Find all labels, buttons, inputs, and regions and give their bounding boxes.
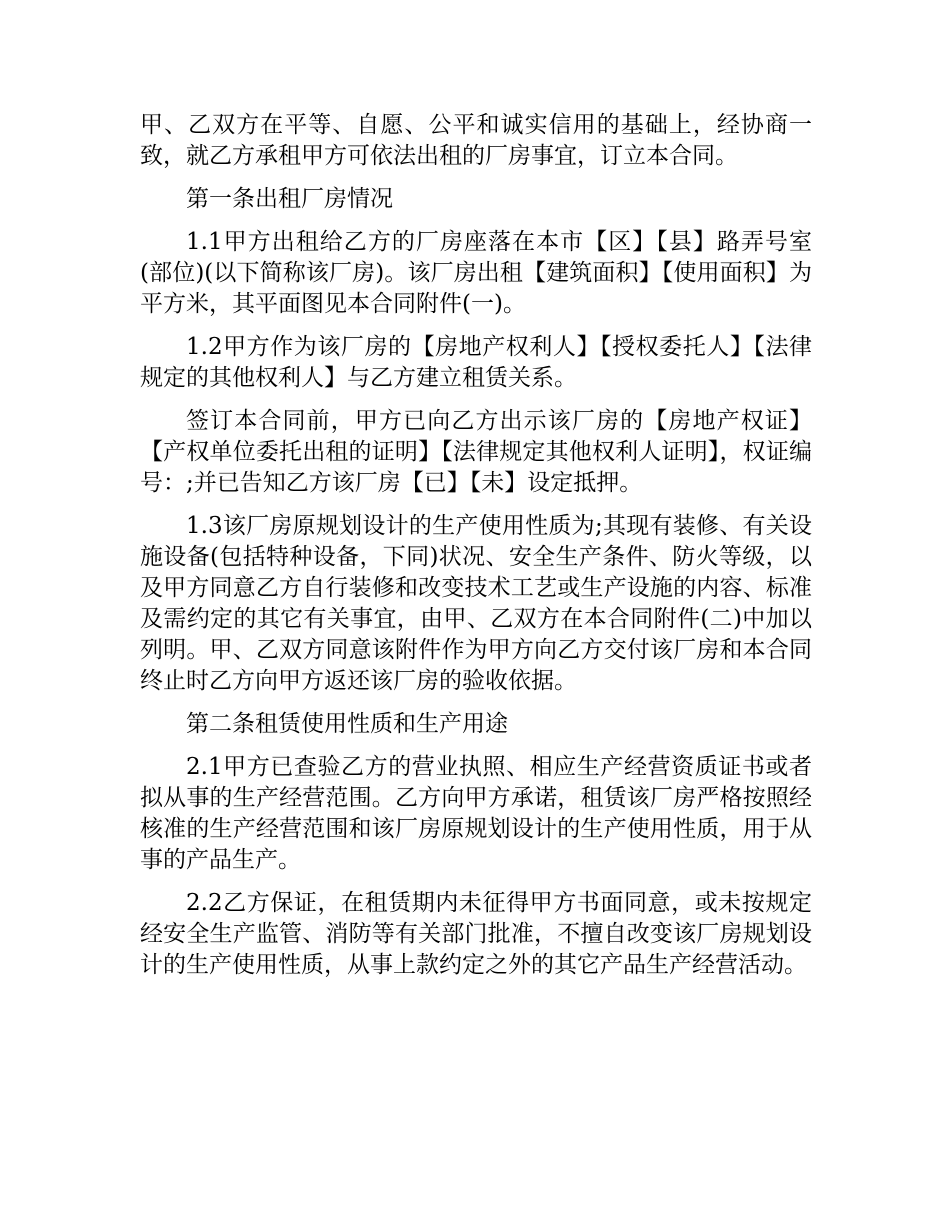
- paragraph-certificate: 签订本合同前，甲方已向乙方出示该厂房的【房地产权证】【产权单位委托出租的证明】【法律规定其他权利人证明】，权证编号：;并已告知乙方该厂房【已】【未】设定抵押。: [140, 408, 812, 496]
- clause-1-3: 1.3该厂房原规划设计的生产使用性质为;其现有装修、有关设施设备(包括特种设备，下同)状况、安全生产条件、防火等级，以及甲方同意乙方自行装修和改变技术工艺或生产设施的内容、标准及需约定的其它有关事宜，由甲、乙双方在本合同附件(二)中加以列明。甲、乙双方同意该附件作为甲方向乙方交付该厂房和本合同终止时乙方向甲方返还该厂房的验收依据。: [140, 513, 812, 694]
- clause-1-1: 1.1甲方出租给乙方的厂房座落在本市【区】【县】路弄号室(部位)(以下简称该厂房)。该厂房出租【建筑面积】【使用面积】为平方米，其平面图见本合同附件(一)。: [140, 229, 812, 317]
- article-2-heading: 第二条租赁使用性质和生产用途: [186, 711, 508, 737]
- clause-2-2: 2.2乙方保证，在租赁期内未征得甲方书面同意，或未按规定经安全生产监管、消防等有关部门批准，不擅自改变该厂房规划设计的生产使用性质，从事上款约定之外的其它产品生产经营活动。: [140, 890, 812, 978]
- clause-2-1: 2.1甲方已查验乙方的营业执照、相应生产经营资质证书或者拟从事的生产经营范围。乙方向甲方承诺，租赁该厂房严格按照经核准的生产经营范围和该厂房原规划设计的生产使用性质，用于从事的产品生产。: [140, 754, 812, 873]
- paragraph-preamble: 甲、乙双方在平等、自愿、公平和诚实信用的基础上，经协商一致，就乙方承租甲方可依法出租的厂房事宜，订立本合同。: [140, 112, 812, 169]
- article-1-heading: 第一条出租厂房情况: [186, 186, 393, 212]
- document-page: [140, 110, 812, 993]
- clause-1-2: 1.2甲方作为该厂房的【房地产权利人】【授权委托人】【法律规定的其他权利人】与乙方建立租赁关系。: [140, 334, 812, 391]
